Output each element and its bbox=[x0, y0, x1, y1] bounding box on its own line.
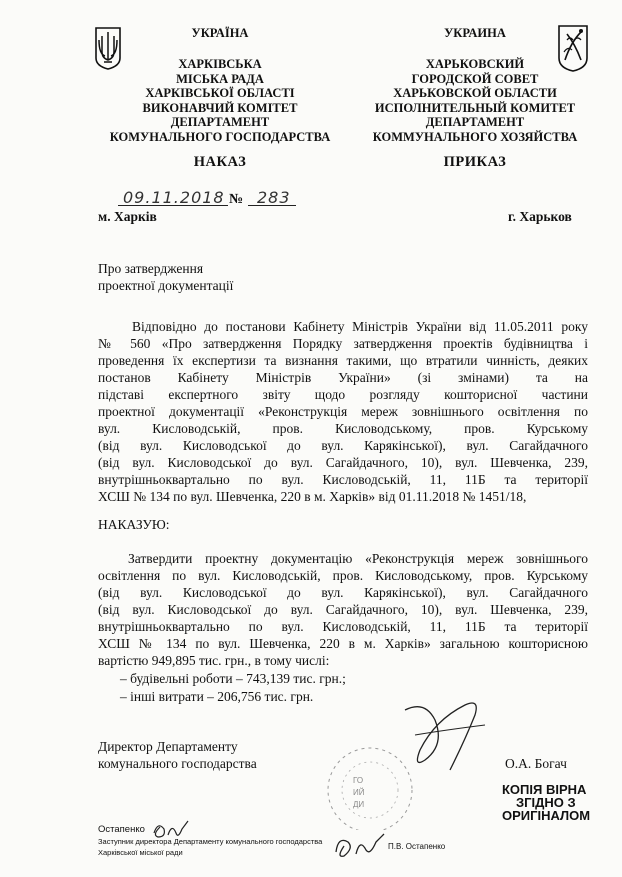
copy-stamp bbox=[502, 783, 612, 822]
official-seal bbox=[315, 745, 425, 830]
copy-stamp-line-1: КОПІЯ ВІРНА bbox=[502, 782, 587, 797]
signatory-title-line-1: Директор Департаменту bbox=[98, 739, 238, 754]
copy-stamp-line-2: ЗГІДНО З bbox=[516, 795, 576, 810]
author-initials-signature bbox=[148, 815, 193, 845]
order-text: Затвердити проектну документацію «Реконструкція мереж зовнішнього освітлення по вул. Кисловодській, пров. Кисловодському, пров. Курському (від вул. Кисловодської до вул. Карякінської), вул. Сагайдачного (від вул. Кисловодської до вул. Сагайдачного, 10), вул. Шевченка, 239, внутрішньоквартально по вул. Кисловодській, 11, 11Б та території ХСШ № 134 по вул. Шевченка, 220 в м. Харків» загальною кошторисною вартістю 949,895 тис. грн., в тому числі: bbox=[98, 551, 588, 668]
signatory-name: О.А. Богач bbox=[505, 756, 567, 771]
city-right: г. Харьков bbox=[508, 209, 572, 224]
header-left-org: ХАРКІВСЬКА МІСЬКА РАДА ХАРКІВСЬКОЇ ОБЛАСТІ ВИКОНАВЧИЙ КОМІТЕТ ДЕПАРТАМЕНТ КОМУНАЛЬНОГО ГОСПОДАРСТВА bbox=[109, 57, 331, 144]
footer-author-position-2: Харківської міської ради bbox=[98, 848, 183, 857]
footer-author-surname: Остапенко bbox=[98, 824, 145, 835]
signatory-title-line-2: комунального господарства bbox=[98, 756, 257, 771]
order-word: НАКАЗУЮ: bbox=[98, 517, 170, 532]
subject-line-2: проектної документації bbox=[98, 278, 234, 293]
footer-author-name: П.В. Остапенко bbox=[388, 842, 446, 851]
preamble: Відповідно до постанови Кабінету Міністрів України від 11.05.2011 року № 560 «Про затвердження Порядку затвердження проектів будівництва і проведення їх експертизи та визнання такими, що втратили чинність, деяких постанов Кабінету Міністрів України» (зі змінами) та на підставі експертного звіту щодо розгляду кошторисної частини проектної документації «Реконструкція мереж зовнішнього освітлення по вул. Кисловодській, пров. Кисловодському, пров. Курському (від вул. Кисловодської до вул. Карякінської), вул. Сагайдачного (від вул. Кисловодської до вул. Сагайдачного, 10), вул. Шевченка, 239, внутрішньоквартально по вул. Кисловодській, 11, 11Б та території ХСШ № 134 по вул. Шевченка, 220 в м. Харків» від 01.11.2018 № 1451/18, bbox=[98, 319, 588, 504]
svg-text:ДИ: ДИ bbox=[353, 800, 365, 809]
author-signature bbox=[330, 828, 390, 863]
svg-text:ГО: ГО bbox=[353, 776, 364, 785]
header-left-country: УКРАЇНА bbox=[191, 26, 249, 40]
copy-stamp-line-3: ОРИГІНАЛОМ bbox=[502, 808, 591, 823]
order-number: 283 bbox=[257, 188, 291, 207]
cost-item-construction: – будівельні роботи – 743,139 тис. грн.; bbox=[120, 671, 346, 686]
subject-line-1: Про затвердження bbox=[98, 261, 204, 276]
order-number-label: № bbox=[229, 192, 244, 207]
svg-text:ИЙ: ИЙ bbox=[353, 788, 365, 797]
header-right-org: ХАРЬКОВСКИЙ ГОРОДСКОЙ СОВЕТ ХАРЬКОВСКОЙ ОБЛАСТИ ИСПОЛНИТЕЛЬНЫЙ КОМИТЕТ ДЕПАРТАМЕНТ КОММУНАЛЬНОГО ХОЗЯЙСТВА bbox=[372, 57, 578, 144]
header-left-doc-type: НАКАЗ bbox=[193, 154, 247, 170]
footer-author-position-1: Заступник директора Департаменту комунального господарства bbox=[98, 837, 323, 846]
city-left: м. Харків bbox=[98, 209, 157, 224]
header-right-doc-type: ПРИКАЗ bbox=[443, 154, 507, 170]
order-date: 09.11.2018 bbox=[123, 188, 225, 207]
header-right-country: УКРАИНА bbox=[444, 26, 506, 40]
cost-item-other: – інші витрати – 206,756 тис. грн. bbox=[120, 689, 314, 704]
